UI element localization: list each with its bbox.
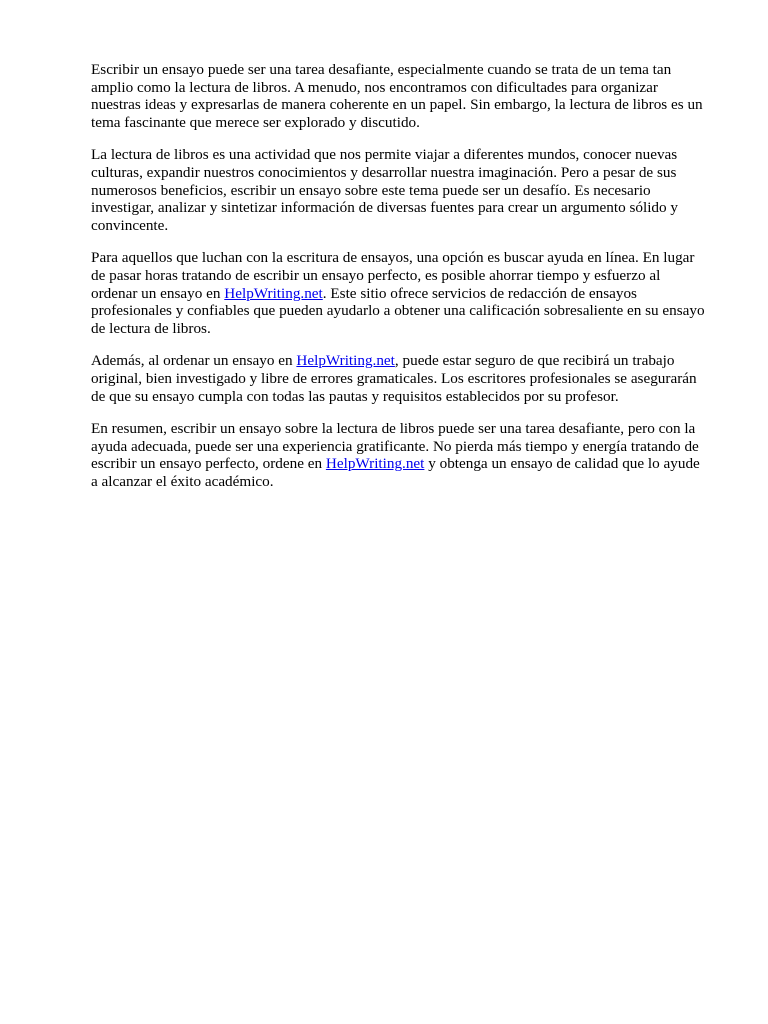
text-line-with-link	[91, 352, 721, 370]
text-line: Para aquellos que luchan con la escritura de ensayos, una opción es buscar ayuda en línea. En lugar	[91, 249, 695, 267]
text-line: a alcanzar el éxito académico.	[91, 472, 274, 490]
text-line: de lectura de libros.	[91, 319, 211, 337]
text-segment: . Este sitio ofrece servicios de redacción de ensayos	[322, 284, 637, 302]
helpwriting-link[interactable]: HelpWriting.net	[325, 455, 425, 473]
text-segment: y obtenga un ensayo de calidad que lo ayude	[424, 455, 700, 473]
text-line: En resumen, escribir un ensayo sobre la lectura de libros puede ser una tarea desafiante, pero con la	[91, 420, 696, 438]
paragraph-benefits	[91, 146, 721, 234]
text-segment: ordenar un ensayo en	[91, 284, 225, 302]
text-line: Escribir un ensayo puede ser una tarea desafiante, especialmente cuando se trata de un tema tan	[91, 61, 672, 78]
text-line-with-link	[91, 455, 721, 473]
text-segment: escribir un ensayo perfecto, ordene en	[91, 455, 326, 473]
paragraph-quality	[91, 352, 721, 405]
helpwriting-link[interactable]: HelpWriting.net	[296, 352, 395, 370]
paragraph-summary	[91, 420, 721, 490]
text-line: original, bien investigado y libre de errores gramaticales. Los escritores profesionales se asegurarán	[91, 369, 697, 387]
text-line: de que su ensayo cumpla con todas las pautas y requisitos establecidos por su profesor.	[91, 387, 619, 405]
text-line-with-link	[91, 285, 721, 303]
text-line: nuestras ideas y expresarlas de manera coherente en un papel. Sin embargo, la lectura de libros es un	[91, 96, 703, 114]
text-line: convincente.	[91, 216, 169, 234]
text-segment: , puede estar seguro de que recibirá un trabajo	[394, 352, 675, 370]
text-line: profesionales y confiables que pueden ayudarlo a obtener una calificación sobresaliente en su ensayo	[91, 302, 705, 320]
text-line: de pasar horas tratando de escribir un ensayo perfecto, es posible ahorrar tiempo y esfuerzo al	[91, 266, 661, 284]
text-line: La lectura de libros es una actividad que nos permite viajar a diferentes mundos, conocer nuevas	[91, 146, 678, 164]
paragraph-online-help	[91, 249, 721, 337]
text-line: ayuda adecuada, puede ser una experiencia gratificante. No pierda más tiempo y energía tratando de	[91, 437, 699, 455]
text-line: culturas, expandir nuestros conocimientos y desarrollar nuestra imaginación. Pero a pesar de sus	[91, 163, 677, 181]
text-segment: Además, al ordenar un ensayo en	[91, 352, 297, 370]
helpwriting-link[interactable]: HelpWriting.net	[224, 284, 323, 302]
text-line: tema fascinante que merece ser explorado y discutido.	[91, 113, 420, 131]
text-line: amplio como la lectura de libros. A menudo, nos encontramos con dificultades para organizar	[91, 78, 658, 96]
text-line: investigar, analizar y sintetizar información de diversas fuentes para crear un argumento sólido y	[91, 199, 678, 217]
document-page	[91, 61, 721, 505]
text-line: numerosos beneficios, escribir un ensayo sobre este tema puede ser un desafío. Es necesario	[91, 181, 651, 199]
paragraph-intro	[91, 61, 721, 131]
